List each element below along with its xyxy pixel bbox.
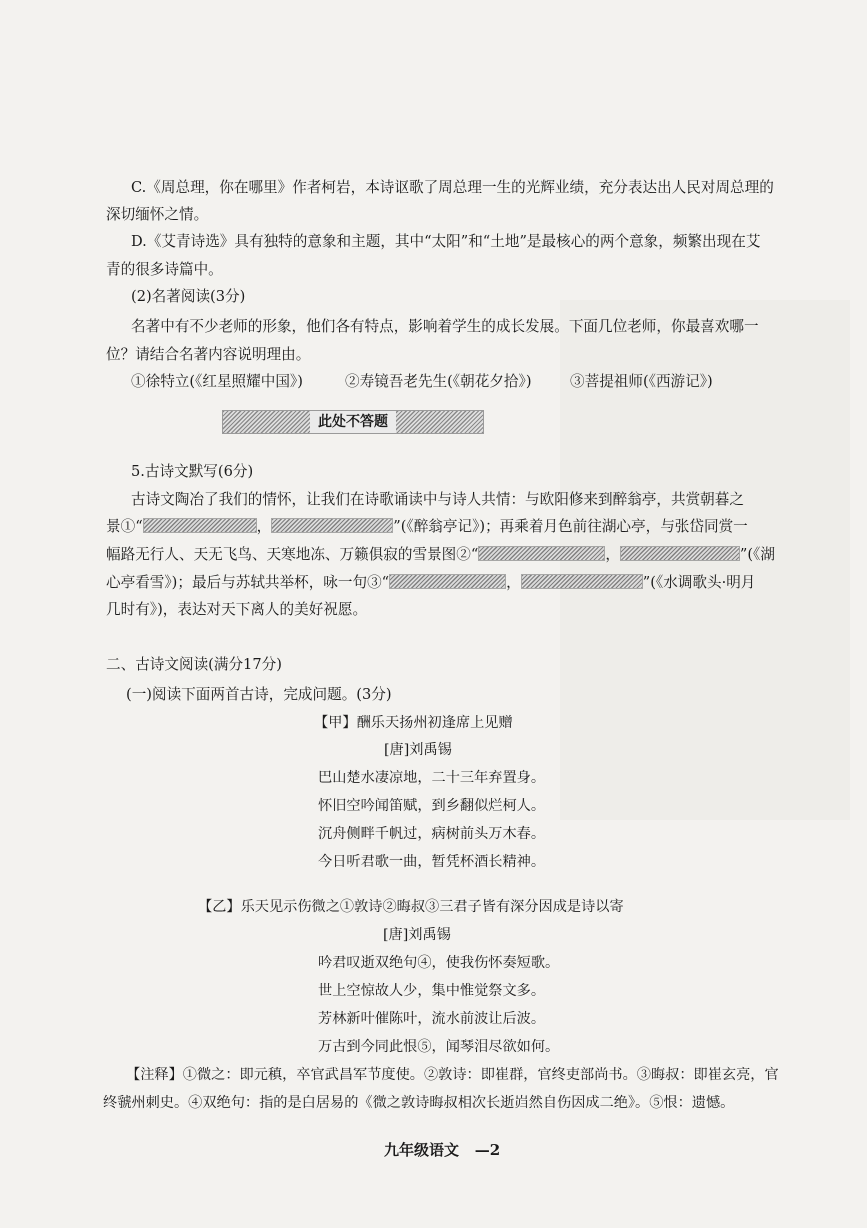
poem-b-line2: 世上空惊故人少，集中惟觉祭文多。 — [318, 983, 546, 999]
poem-b-title: 【乙】乐天见示伤微之①敦诗②晦叔③三君子皆有深分因成是诗以寄 — [198, 899, 624, 915]
poem-a-line2: 怀旧空吟闻笛赋，到乡翻似烂柯人。 — [318, 798, 546, 814]
poem-a-line4: 今日听君歌一曲，暂凭杯酒长精神。 — [318, 854, 546, 870]
dictation-line3-end: ”(《湖 — [739, 546, 775, 563]
no-answer-box — [222, 410, 484, 434]
blank-1a[interactable] — [143, 518, 257, 533]
dictation-line4-end: ”(《水调歌头·明月 — [642, 574, 756, 591]
blank-3b[interactable] — [521, 574, 643, 589]
blank-2b[interactable] — [620, 546, 740, 561]
dictation-line4 — [106, 573, 755, 593]
blank-1b[interactable] — [271, 518, 393, 533]
poem-b-line3: 芳林新叶催陈叶，流水前波让后波。 — [318, 1011, 546, 1027]
option-c-line2: 深切缅怀之情。 — [106, 206, 209, 223]
dictation-line1: 古诗文陶冶了我们的情怀，让我们在诗歌诵读中与诗人共情：与欧阳修来到醉翁亭，共赏朝暮之 — [131, 491, 744, 508]
dictation-line5: 几时有》)，表达对天下离人的美好祝愿。 — [106, 601, 368, 618]
blank-1-separator: ， — [256, 518, 272, 535]
poem-a-author: [唐]刘禹锡 — [384, 742, 452, 758]
classics-option-3: ③菩提祖师(《西游记》) — [570, 373, 713, 390]
footer-label: 九年级语文 — [384, 1141, 460, 1159]
classics-option-1: ①徐特立(《红星照耀中国》) — [131, 373, 303, 390]
poem-a-line1: 巴山楚水凄凉地，二十三年弃置身。 — [318, 770, 546, 786]
dictation-line2-start: 景①“ — [106, 518, 143, 535]
classics-heading: (2)名著阅读(3分) — [131, 288, 246, 305]
poem-b-line1: 吟君叹逝双绝句④，使我伤怀奏短歌。 — [318, 955, 560, 971]
poem-a-title: 【甲】酬乐天扬州初逢席上见赠 — [314, 715, 513, 731]
blank-2a[interactable] — [478, 546, 605, 561]
option-d-line1: D.《艾青诗选》具有独特的意象和主题，其中“太阳”和“土地”是最核心的两个意象，频繁出现在艾 — [131, 233, 761, 250]
no-answer-label: 此处不答题 — [310, 411, 396, 433]
dictation-line2 — [106, 517, 748, 537]
classics-prompt-line2: 位？请结合名著内容说明理由。 — [106, 346, 311, 363]
option-c-line1: C.《周总理，你在哪里》作者柯岩，本诗讴歌了周总理一生的光辉业绩，充分表达出人民对周总理的 — [131, 179, 774, 196]
blank-3-separator: ， — [506, 574, 521, 591]
dictation-line3 — [106, 545, 775, 565]
dictation-heading: 5.古诗文默写(6分) — [131, 463, 254, 480]
blank-2-separator: ， — [605, 546, 620, 563]
poem-b-line4: 万古到今同此恨⑤，闻琴泪尽欲如何。 — [318, 1039, 560, 1055]
section-subheading: (一)阅读下面两首古诗，完成问题。(3分) — [126, 686, 392, 703]
notes-line2: 终虢州刺史。④双绝句：指的是白居易的《微之敦诗晦叔相次长逝岿然自伤因成二绝》。⑤恨：遗憾。 — [103, 1095, 735, 1111]
classics-prompt-line1: 名著中有不少老师的形象，他们各有特点，影响着学生的成长发展。下面几位老师，你最喜欢哪一 — [131, 318, 759, 335]
poem-b-author: [唐]刘禹锡 — [383, 927, 451, 943]
dictation-line2-end: ”(《醉翁亭记》)；再乘着月色前往湖心亭，与张岱同赏一 — [393, 518, 748, 535]
notes-line1: 【注释】①微之：即元稹，卒官武昌军节度使。②敦诗：即崔群，官终吏部尚书。③晦叔：即崔玄亮，官 — [126, 1067, 779, 1083]
dictation-line4-start: 心亭看雪》)；最后与苏轼共举杯，咏一句③“ — [106, 574, 390, 591]
poem-a-line3: 沉舟侧畔千帆过，病树前头万木春。 — [318, 826, 546, 842]
option-d-line2: 青的很多诗篇中。 — [106, 261, 223, 278]
classics-option-2: ②寿镜吾老先生(《朝花夕拾》) — [345, 373, 532, 390]
dictation-line3-start: 幅路无行人、天无飞鸟、天寒地冻、万籁俱寂的雪景图②“ — [106, 546, 479, 563]
page-footer — [384, 1140, 500, 1160]
section-heading: 二、古诗文阅读(满分17分) — [106, 656, 282, 673]
footer-page-number: —2 — [474, 1141, 501, 1159]
blank-3a[interactable] — [389, 574, 506, 589]
